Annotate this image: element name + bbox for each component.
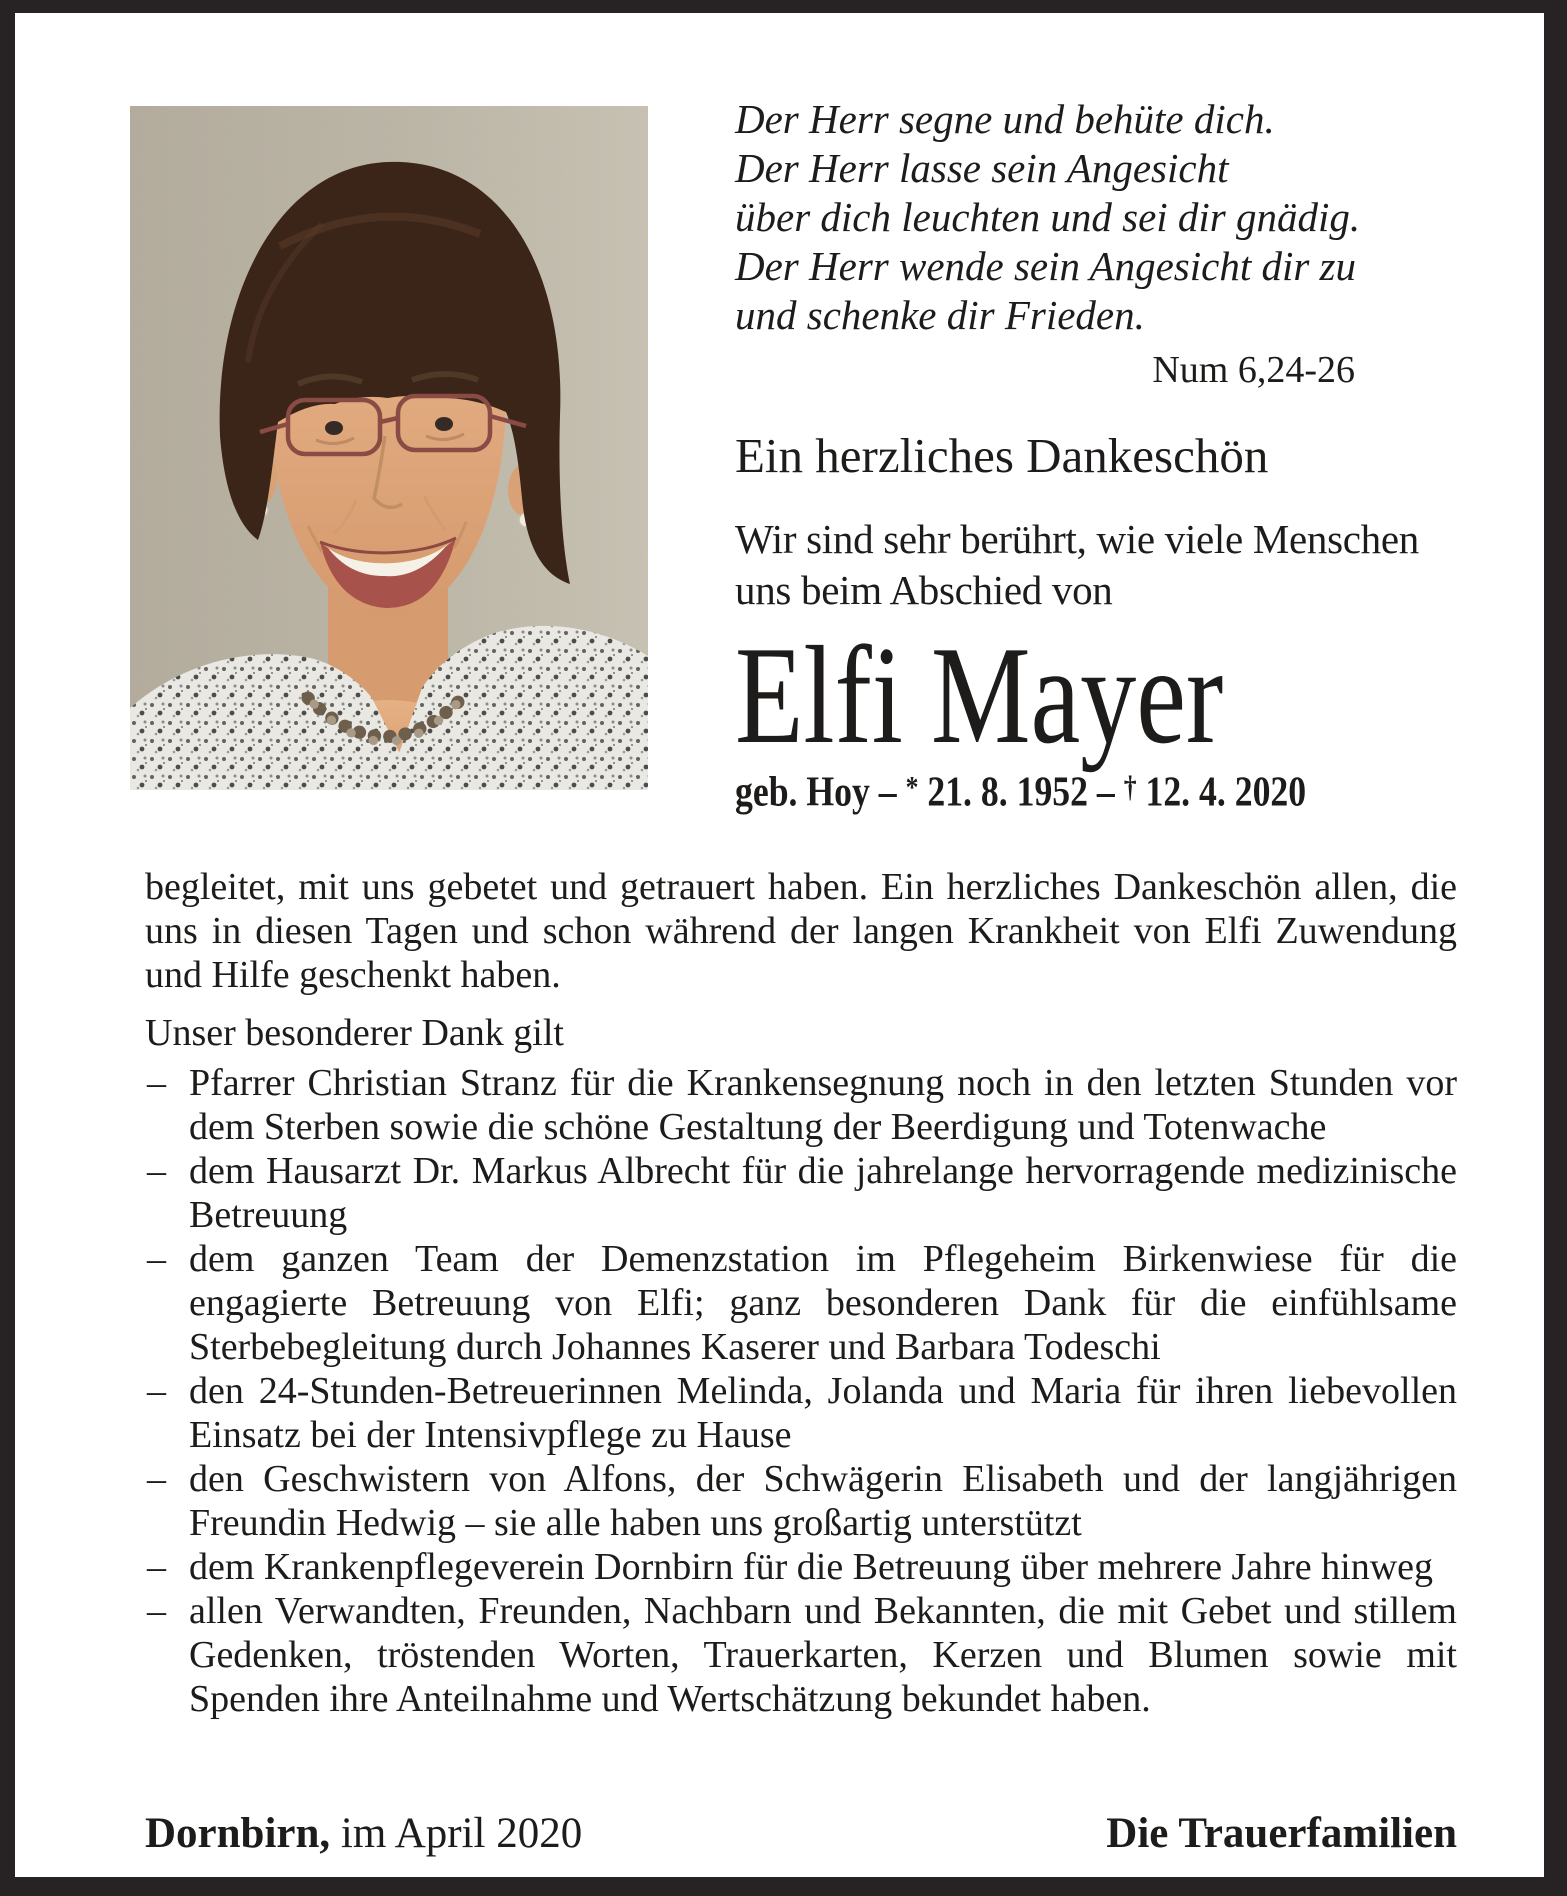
thanks-item-text: dem ganzen Team der Demenzstation im Pflegeheim Birkenwiese für die engagierte Betreuung von Elfi; ganz besonderen Dank für die einfühlsame Sterbebegleitung durch Johannes Kaserer und Barbara Todeschi [189, 1238, 1457, 1368]
vitals-line [735, 762, 1343, 817]
list-dash-marker: – [147, 1590, 166, 1632]
thanks-item-text: dem Hausarzt Dr. Markus Albrecht für die jahrelange hervorragende medizinische Betreuung [189, 1150, 1457, 1236]
portrait-photo-illustration [130, 106, 648, 790]
place: Dornbirn, [145, 1810, 331, 1857]
intro-text [735, 514, 1450, 616]
death-date: 12. 4. 2020 [1136, 769, 1307, 816]
blessing-line: Der Herr lasse sein Angesicht [735, 145, 1229, 191]
thanks-item-text: den 24-Stunden-Betreuerinnen Melinda, Jolanda und Maria für ihren liebevollen Einsatz bei der Intensivpflege zu Hause [189, 1370, 1457, 1456]
thanks-item [145, 1149, 1457, 1237]
thanks-item [145, 1237, 1457, 1369]
maiden-name: geb. Hoy – [735, 769, 906, 816]
thanks-intro: Unser besonderer Dank gilt [145, 1012, 564, 1054]
list-dash-marker: – [147, 1546, 166, 1588]
intro-line: Wir sind sehr berührt, wie viele Menschen [735, 516, 1419, 562]
footer [145, 1809, 1457, 1859]
blessing-line: über dich leuchten und sei dir gnädig. [735, 194, 1361, 240]
death-cross-symbol: † [1123, 770, 1137, 804]
thanks-title: Ein herzliches Dankeschön [735, 428, 1269, 483]
intro-line: uns beim Abschied von [735, 567, 1113, 613]
birth-star-symbol: * [905, 770, 919, 804]
body-paragraph: begleitet, mit uns gebetet und getrauert haben. Ein herzliches Dankeschön allen, die uns in diesen Tagen und schon während der langen Krankheit von Elfi Zuwendung und Hilfe geschenkt haben. [145, 866, 1457, 996]
signature: Die Trauerfamilien [1106, 1810, 1457, 1857]
blessing-text [735, 95, 1450, 340]
right-column [735, 95, 1450, 817]
thanks-item [145, 1061, 1457, 1149]
list-dash-marker: – [147, 1062, 166, 1104]
list-dash-marker: – [147, 1238, 166, 1280]
birth-date: 21. 8. 1952 – [918, 769, 1124, 816]
blessing-line: und schenke dir Frieden. [735, 292, 1145, 338]
blessing-line: Der Herr segne und behüte dich. [735, 96, 1275, 142]
portrait-photo [130, 106, 648, 790]
thanks-item [145, 1369, 1457, 1457]
deceased-name: Elfi Mayer [735, 618, 1224, 773]
blessing-line: Der Herr wende sein Angesicht dir zu [735, 243, 1357, 289]
list-dash-marker: – [147, 1370, 166, 1412]
date: im April 2020 [330, 1810, 583, 1857]
place-date-line [145, 1809, 582, 1859]
thanks-item-text: den Geschwistern von Alfons, der Schwägerin Elisabeth und der langjährigen Freundin Hedwig – sie alle haben uns großartig unterstützt [189, 1458, 1457, 1544]
thanks-item [145, 1589, 1457, 1721]
thanks-item-text: dem Krankenpflegeverein Dornbirn für die Betreuung über mehrere Jahre hinweg [189, 1546, 1433, 1588]
thanks-item [145, 1545, 1457, 1589]
thanks-list [145, 1061, 1457, 1721]
main-text [145, 865, 1457, 1721]
thanks-item-text: Pfarrer Christian Stranz für die Krankensegnung noch in den letzten Stunden vor dem Sterben sowie die schöne Gestaltung der Beerdigung und Totenwache [189, 1062, 1457, 1148]
list-dash-marker: – [147, 1458, 166, 1500]
thanks-item-text: allen Verwandten, Freunden, Nachbarn und Bekannten, die mit Gebet und stillem Gedenken, tröstenden Worten, Trauerkarten, Kerzen und Blumen sowie mit Spenden ihre Anteilnahme und Wertschätzung bekundet haben. [189, 1590, 1457, 1720]
thanks-item [145, 1457, 1457, 1545]
scripture-reference: Num 6,24-26 [1152, 349, 1355, 391]
list-dash-marker: – [147, 1150, 166, 1192]
